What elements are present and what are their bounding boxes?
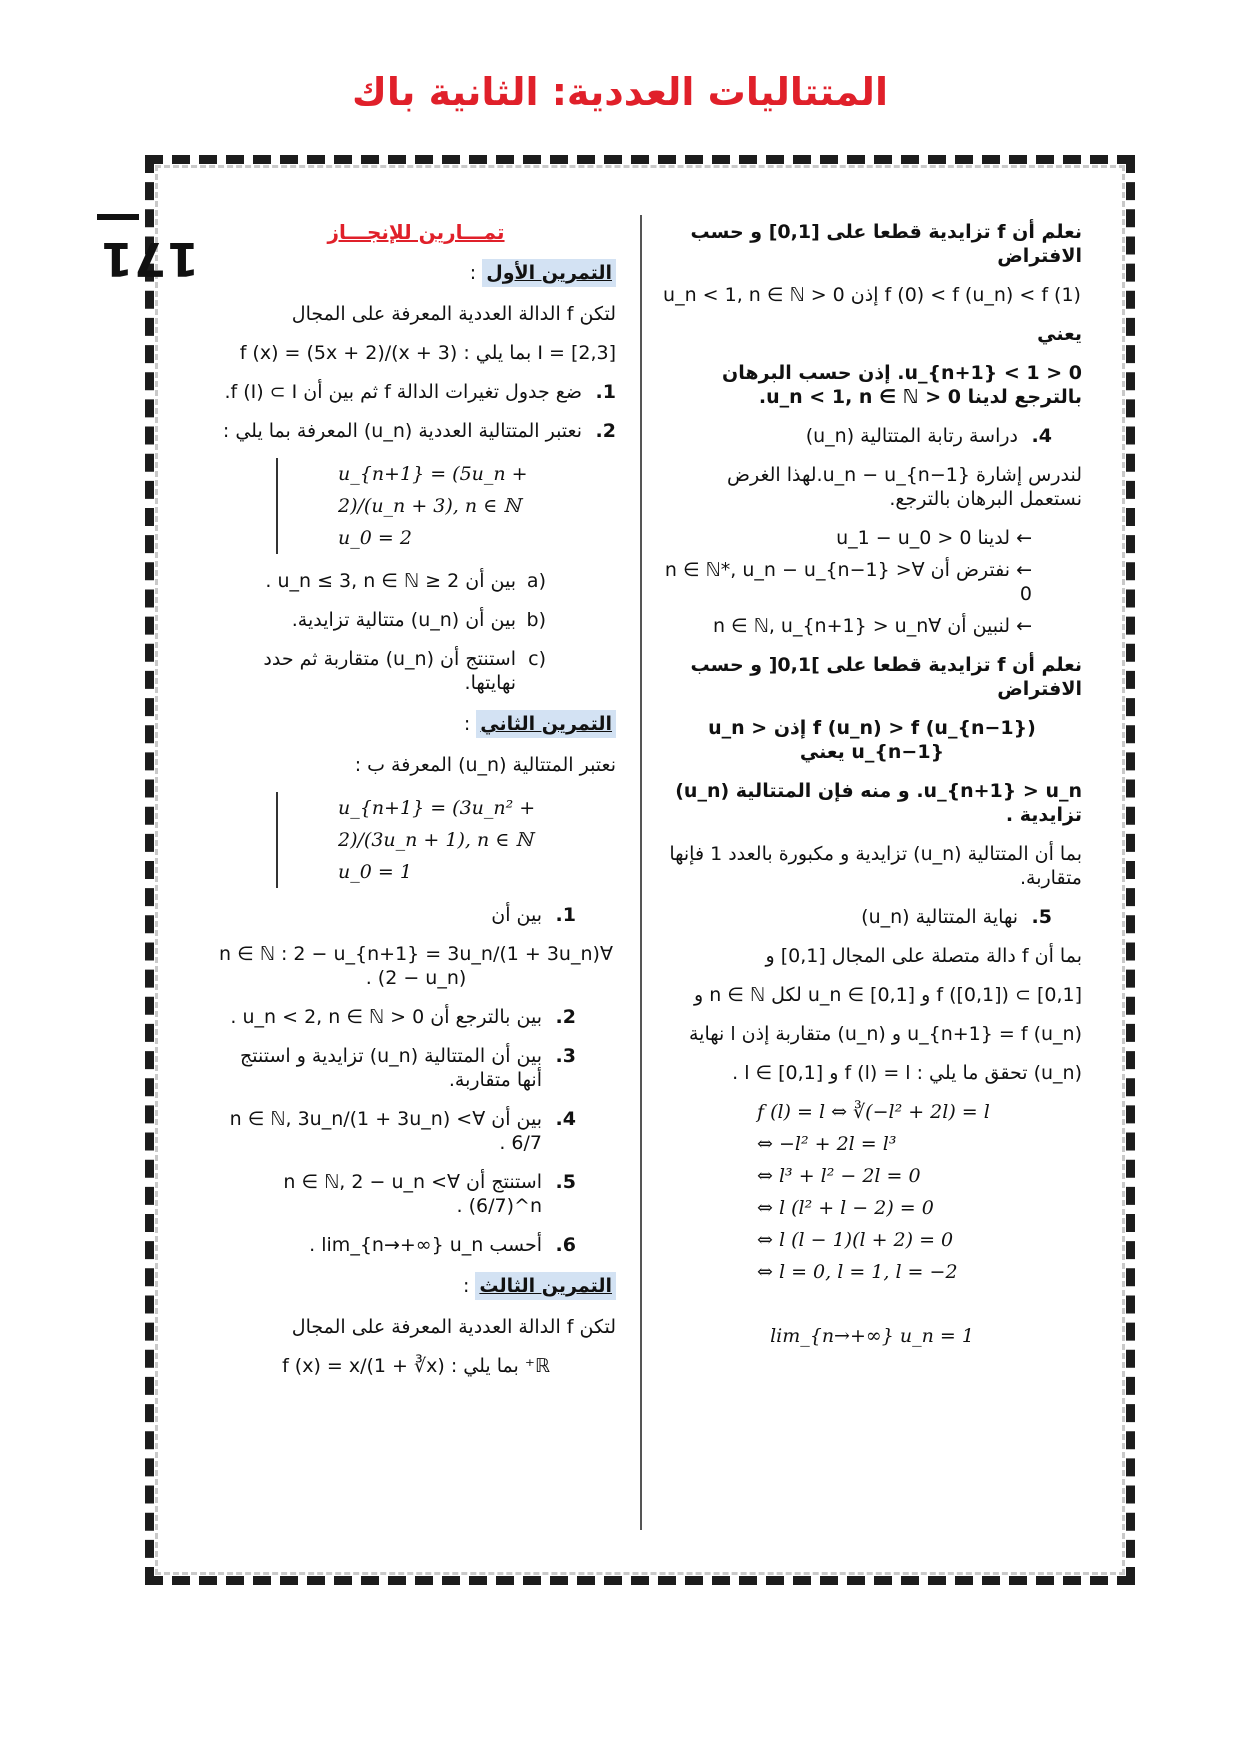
item-number: 4. xyxy=(1031,425,1052,447)
list-item xyxy=(216,569,616,593)
item-number: 1. xyxy=(595,381,616,403)
paragraph: I = [2,3] بما يلي : f (x) = (5x + 2)/(x + 3) xyxy=(239,342,616,364)
paragraph: 0 < u_{n+1} < 1. إذن حسب البرهان بالترجع لدينا 0 < u_n < 1, n ∈ ℕ. xyxy=(722,362,1082,408)
item-number: 3. xyxy=(555,1045,576,1067)
paragraph: نعلم أن f تزايدية قطعا على ]0,1[ و حسب الافتراض xyxy=(690,654,1082,700)
paragraph: لتكن f الدالة العددية المعرفة على المجال xyxy=(291,303,616,325)
recurrence-formula: u_{n+1} = (5u_n + 2)/(u_n + 3), n ∈ ℕ xyxy=(338,463,528,517)
list-item xyxy=(216,1170,616,1218)
initial-term: u_0 = 2 xyxy=(338,527,412,549)
equation-line: ⇔ l (l² + l − 2) = 0 xyxy=(757,1197,934,1219)
paragraph: لتكن f الدالة العددية المعرفة على المجال xyxy=(291,1316,616,1338)
item-text: بين أن المتتالية (u_n) تزايدية و استنتج أنها متقاربة. xyxy=(239,1045,542,1091)
arrow-step: ← نفترض أن ∀n ∈ ℕ*, u_n − u_{n−1} > 0 xyxy=(664,559,1032,605)
list-item xyxy=(216,1005,616,1029)
exercise-title: التمرين الأول xyxy=(482,259,616,287)
item-text: دراسة رتابة المتتالية (u_n) xyxy=(805,425,1018,447)
paragraph: بما أن f دالة متصلة على المجال [0,1] و xyxy=(765,945,1082,967)
paragraph: لندرس إشارة u_n − u_{n−1}.لهذا الغرض نستعمل البرهان بالترجع. xyxy=(727,464,1082,510)
equation-line: ⇔ l³ + l² − 2l = 0 xyxy=(757,1165,921,1187)
item-text: نهاية المتتالية (u_n) xyxy=(861,906,1018,928)
section-heading: تمـــارين للإنجـــاز xyxy=(327,220,505,244)
item-text: استنتج أن ∀n ∈ ℕ, 2 − u_n < (6/7)^n . xyxy=(283,1171,542,1217)
list-item xyxy=(662,905,1082,929)
item-text: بين أن xyxy=(491,904,542,926)
paragraph: f (u_n) > f (u_{n−1}) إذن u_n > u_{n−1} يعني xyxy=(708,717,1036,763)
item-text: بين أن 2 ≤ u_n ≤ 3, n ∈ ℕ . xyxy=(265,570,516,592)
recurrence-formula: u_{n+1} = (3u_n² + 2)/(3u_n + 1), n ∈ ℕ xyxy=(338,797,536,851)
item-number: 4. xyxy=(555,1108,576,1130)
list-item xyxy=(216,903,616,927)
list-item xyxy=(216,1044,616,1092)
list-item xyxy=(216,419,616,443)
item-text: ضع جدول تغيرات الدالة f ثم بين أن f (I) ⊂ I. xyxy=(224,381,582,403)
item-number: 5. xyxy=(1031,906,1052,928)
list-item xyxy=(216,1107,616,1155)
paragraph: u_{n+1} = f (u_n) و (u_n) متقاربة إذن l نهاية xyxy=(689,1023,1082,1045)
sequence-system xyxy=(276,792,568,888)
paragraph: ℝ⁺ بما يلي : f (x) = x/(1 + ∛x) xyxy=(282,1355,550,1377)
sequence-system xyxy=(276,458,568,554)
item-text: استنتج أن (u_n) متقاربة ثم حدد نهايتها. xyxy=(263,648,516,694)
paragraph: نعلم أن f تزايدية قطعا على [0,1] و حسب الافتراض xyxy=(690,221,1082,267)
item-letter: (b xyxy=(526,609,546,631)
item-text: أحسب lim_{n→+∞} u_n . xyxy=(309,1234,542,1256)
item-number: 2. xyxy=(595,420,616,442)
left-column: تمـــارين للإنجـــاز التمرين الأول : لتكن f الدالة العددية المعرفة على المجال I = [2,3] بما يلي : f (x) = (5x + 2)/(x + 3) 1. ضع جدول تغيرات الدالة f ثم بين أن f (I) ⊂ I. 2. نعتبر المتتالية العددية (u_n) المعرفة بما يلي : u_{n+1} = (5u_n + 2)/(u_n + 3), n ∈ ℕ u_0 = 2 (a بين أن 2 ≤ u_n ≤ 3, n ∈ ℕ . (b بين أن (u_n) متتالية تزايدية. (c استنتج أن (u_n) متقاربة ثم حدد نهايتها. التمرين الثاني : نعتبر المتتالية (u_n) المعرفة ب : u_{n+1} = (3u_n² + 2)/(3u_n + 1), n ∈ ℕ u_0 = 1 1. بين أن ∀n ∈ ℕ : 2 − u_{n+1} = 3u_n/(1 + 3u_n) (2 − u_n) . 2. بين بالترجع أن 0 < u_n < 2, n ∈ ℕ . 3. بين أن المتتالية (u_n) تزايدية و استنتج أنها متقاربة. 4. بين أن ∀n ∈ ℕ, 3u_n/(1 + 3u_n) < 6/7 . 5. استنتج أن ∀n ∈ ℕ, 2 − u_n < (6/7)^n . 6. أحسب lim_{n→+∞} u_n . التمرين الثالث : لتكن f الدالة العددية المعرفة على المجال ℝ⁺ بما يلي : f (x) = x/(1 + ∛x) xyxy=(216,220,616,1393)
paragraph: بما أن المتتالية (u_n) تزايدية و مكبورة بالعدد 1 فإنها متقاربة. xyxy=(669,843,1082,889)
exercise-title: التمرين الثاني xyxy=(476,710,616,738)
page-number: 171 xyxy=(100,232,200,286)
item-number: 5. xyxy=(555,1171,576,1193)
item-text: نعتبر المتتالية العددية (u_n) المعرفة بما يلي : xyxy=(222,420,582,442)
item-text: بين أن (u_n) متتالية تزايدية. xyxy=(291,609,516,631)
column-divider xyxy=(640,215,642,1530)
math-line: f (0) < f (u_n) < f (1) إذن 0 < u_n < 1, n ∈ ℕ xyxy=(663,284,1081,306)
arrow-step: ← لدينا u_1 − u_0 > 0 xyxy=(836,527,1032,549)
item-number: 1. xyxy=(555,904,576,926)
paragraph: u_{n+1} > u_n. و منه فإن المتتالية (u_n) تزايدية . xyxy=(675,780,1082,826)
list-item xyxy=(216,647,616,695)
item-number: 6. xyxy=(555,1234,576,1256)
paragraph: (u_n) تحقق ما يلي : f (l) = l و l ∈ [0,1] . xyxy=(732,1062,1082,1084)
page-number-marker xyxy=(97,214,139,220)
math-line: ∀n ∈ ℕ : 2 − u_{n+1} = 3u_n/(1 + 3u_n) (2 − u_n) . xyxy=(219,943,613,989)
page-title: المتتاليات العددية: الثانية باك xyxy=(352,70,888,114)
item-letter: (c xyxy=(528,648,546,670)
exercise-title: التمرين الثالث xyxy=(475,1272,616,1300)
right-column xyxy=(662,220,1082,1363)
item-text: بين أن ∀n ∈ ℕ, 3u_n/(1 + 3u_n) < 6/7 . xyxy=(229,1108,542,1154)
equation-line: ⇔ −l² + 2l = l³ xyxy=(757,1133,897,1155)
paragraph: نعتبر المتتالية (u_n) المعرفة ب : xyxy=(354,754,616,776)
list-item xyxy=(216,608,616,632)
equation-line: ⇔ l = 0, l = 1, l = −2 xyxy=(757,1261,958,1283)
list-item xyxy=(216,380,616,404)
initial-term: u_0 = 1 xyxy=(338,861,412,883)
paragraph: يعني xyxy=(1037,323,1082,345)
arrow-step: ← لنبين أن ∀n ∈ ℕ, u_{n+1} > u_n xyxy=(712,615,1032,637)
list-item xyxy=(662,424,1082,448)
equation-line: f (l) = l ⇔ ∛(−l² + 2l) = l xyxy=(757,1101,990,1123)
equation-line: ⇔ l (l − 1)(l + 2) = 0 xyxy=(757,1229,954,1251)
item-letter: (a xyxy=(526,570,546,592)
item-text: بين بالترجع أن 0 < u_n < 2, n ∈ ℕ . xyxy=(230,1006,542,1028)
item-number: 2. xyxy=(555,1006,576,1028)
limit-result: lim_{n→+∞} u_n = 1 xyxy=(770,1325,974,1347)
list-item xyxy=(216,1233,616,1257)
paragraph: f ([0,1]) ⊂ [0,1] و u_n ∈ [0,1] لكل n ∈ ℕ و xyxy=(693,984,1082,1006)
